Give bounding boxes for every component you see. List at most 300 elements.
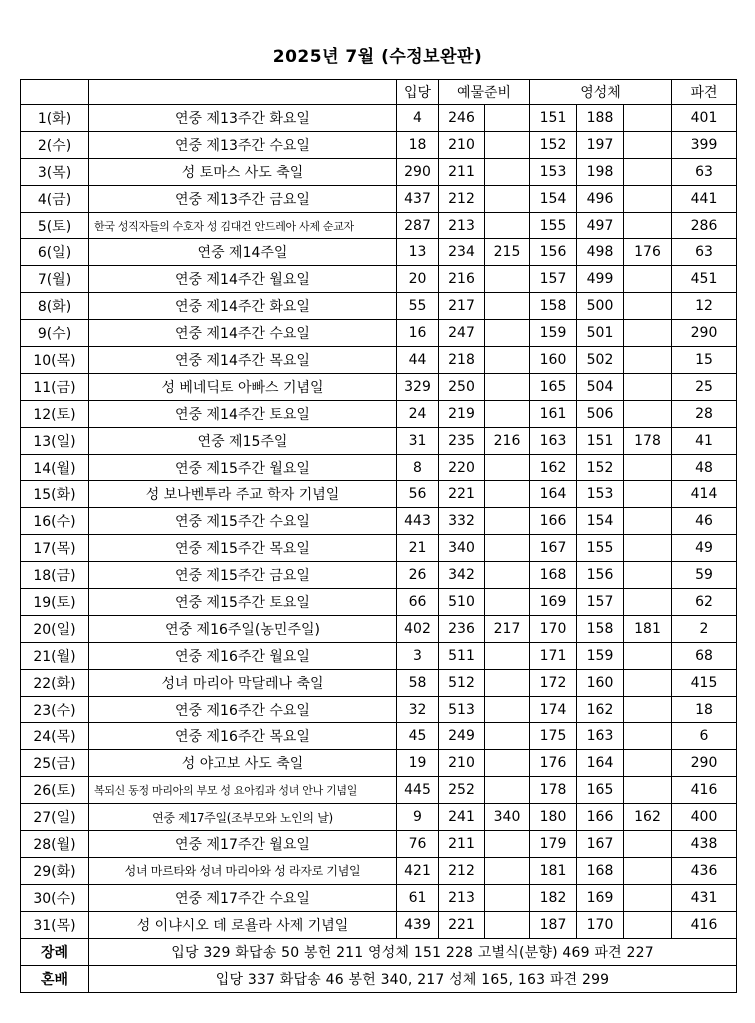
communion-hymn-1: 161 <box>530 400 577 427</box>
day-cell: 6(일) <box>21 239 89 266</box>
communion-hymn-3 <box>624 454 672 481</box>
entrance-hymn: 24 <box>397 400 439 427</box>
day-cell: 31(목) <box>21 911 89 938</box>
entrance-hymn: 26 <box>397 562 439 589</box>
communion-hymn-2: 165 <box>577 777 624 804</box>
communion-hymn-2: 167 <box>577 831 624 858</box>
table-row <box>21 696 737 723</box>
communion-hymn-3 <box>624 831 672 858</box>
communion-hymn-3 <box>624 589 672 616</box>
table-row <box>21 400 737 427</box>
celebration-name: 성 야고보 사도 축일 <box>89 750 397 777</box>
celebration-name: 연중 제17주간 수요일 <box>89 884 397 911</box>
celebration-name: 연중 제16주간 목요일 <box>89 723 397 750</box>
communion-hymn-1: 155 <box>530 212 577 239</box>
entrance-hymn: 45 <box>397 723 439 750</box>
dismissal-hymn: 46 <box>672 508 737 535</box>
header-offertory: 예물준비 <box>439 80 530 105</box>
entrance-hymn: 55 <box>397 293 439 320</box>
offertory-hymn-2 <box>485 481 530 508</box>
celebration-name: 성 베네딕토 아빠스 기념일 <box>89 373 397 400</box>
communion-hymn-1: 170 <box>530 615 577 642</box>
day-cell: 16(수) <box>21 508 89 535</box>
entrance-hymn: 31 <box>397 427 439 454</box>
dismissal-hymn: 416 <box>672 777 737 804</box>
entrance-hymn: 19 <box>397 750 439 777</box>
communion-hymn-1: 156 <box>530 239 577 266</box>
communion-hymn-1: 152 <box>530 131 577 158</box>
communion-hymn-1: 180 <box>530 804 577 831</box>
day-cell: 24(목) <box>21 723 89 750</box>
offertory-hymn-1: 340 <box>439 535 485 562</box>
communion-hymn-2: 154 <box>577 508 624 535</box>
communion-hymn-2: 188 <box>577 105 624 132</box>
offertory-hymn-2: 340 <box>485 804 530 831</box>
entrance-hymn: 56 <box>397 481 439 508</box>
entrance-hymn: 58 <box>397 669 439 696</box>
day-cell: 22(화) <box>21 669 89 696</box>
table-row <box>21 750 737 777</box>
communion-hymn-2: 156 <box>577 562 624 589</box>
table-row <box>21 535 737 562</box>
table-row <box>21 105 737 132</box>
offertory-hymn-2 <box>485 212 530 239</box>
dismissal-hymn: 63 <box>672 239 737 266</box>
entrance-hymn: 76 <box>397 831 439 858</box>
offertory-hymn-2 <box>485 535 530 562</box>
dismissal-hymn: 290 <box>672 750 737 777</box>
page-title: 2025년 7월 (수정보완판) <box>272 47 483 67</box>
offertory-hymn-2: 215 <box>485 239 530 266</box>
communion-hymn-3 <box>624 293 672 320</box>
offertory-hymn-1: 234 <box>439 239 485 266</box>
offertory-hymn-2 <box>485 293 530 320</box>
day-cell: 25(금) <box>21 750 89 777</box>
offertory-hymn-1: 247 <box>439 320 485 347</box>
communion-hymn-1: 181 <box>530 857 577 884</box>
communion-hymn-3 <box>624 642 672 669</box>
entrance-hymn: 32 <box>397 696 439 723</box>
dismissal-hymn: 68 <box>672 642 737 669</box>
communion-hymn-2: 162 <box>577 696 624 723</box>
dismissal-hymn: 28 <box>672 400 737 427</box>
dismissal-hymn: 15 <box>672 347 737 374</box>
communion-hymn-1: 174 <box>530 696 577 723</box>
communion-hymn-1: 167 <box>530 535 577 562</box>
dismissal-hymn: 2 <box>672 615 737 642</box>
dismissal-hymn: 400 <box>672 804 737 831</box>
communion-hymn-2: 159 <box>577 642 624 669</box>
communion-hymn-3 <box>624 158 672 185</box>
hymn-schedule-table <box>20 79 737 993</box>
header-row <box>21 80 737 105</box>
celebration-name: 성 이냐시오 데 로욜라 사제 기념일 <box>89 911 397 938</box>
entrance-hymn: 402 <box>397 615 439 642</box>
communion-hymn-3 <box>624 212 672 239</box>
header-day <box>21 80 89 105</box>
day-cell: 9(수) <box>21 320 89 347</box>
day-cell: 7(월) <box>21 266 89 293</box>
table-row <box>21 589 737 616</box>
dismissal-hymn: 62 <box>672 589 737 616</box>
communion-hymn-3 <box>624 669 672 696</box>
day-cell: 10(목) <box>21 347 89 374</box>
offertory-hymn-1: 210 <box>439 750 485 777</box>
offertory-hymn-2 <box>485 185 530 212</box>
table-body <box>21 105 737 939</box>
entrance-hymn: 44 <box>397 347 439 374</box>
funeral-hymns: 입당 329 화답송 50 봉헌 211 영성체 151 228 고별식(분향) 469 파견 227 <box>89 938 737 965</box>
table-row <box>21 669 737 696</box>
day-cell: 28(월) <box>21 831 89 858</box>
communion-hymn-1: 171 <box>530 642 577 669</box>
dismissal-hymn: 290 <box>672 320 737 347</box>
communion-hymn-2: 170 <box>577 911 624 938</box>
communion-hymn-3 <box>624 373 672 400</box>
communion-hymn-3 <box>624 562 672 589</box>
dismissal-hymn: 25 <box>672 373 737 400</box>
celebration-name: 성 토마스 사도 축일 <box>89 158 397 185</box>
offertory-hymn-2 <box>485 508 530 535</box>
table-row <box>21 185 737 212</box>
table-row <box>21 266 737 293</box>
celebration-name: 연중 제13주간 수요일 <box>89 131 397 158</box>
celebration-name: 연중 제15주간 월요일 <box>89 454 397 481</box>
table-row <box>21 481 737 508</box>
communion-hymn-2: 500 <box>577 293 624 320</box>
offertory-hymn-2 <box>485 696 530 723</box>
communion-hymn-3 <box>624 777 672 804</box>
offertory-hymn-1: 246 <box>439 105 485 132</box>
offertory-hymn-1: 236 <box>439 615 485 642</box>
dismissal-hymn: 431 <box>672 884 737 911</box>
table-row <box>21 911 737 938</box>
offertory-hymn-1: 221 <box>439 911 485 938</box>
celebration-name: 연중 제14주간 월요일 <box>89 266 397 293</box>
dismissal-hymn: 59 <box>672 562 737 589</box>
offertory-hymn-1: 512 <box>439 669 485 696</box>
dismissal-hymn: 49 <box>672 535 737 562</box>
offertory-hymn-1: 220 <box>439 454 485 481</box>
offertory-hymn-2 <box>485 400 530 427</box>
day-cell: 2(수) <box>21 131 89 158</box>
communion-hymn-2: 157 <box>577 589 624 616</box>
table-row <box>21 642 737 669</box>
day-cell: 12(토) <box>21 400 89 427</box>
celebration-name: 연중 제16주간 월요일 <box>89 642 397 669</box>
day-cell: 15(화) <box>21 481 89 508</box>
communion-hymn-3: 181 <box>624 615 672 642</box>
communion-hymn-3 <box>624 508 672 535</box>
day-cell: 30(수) <box>21 884 89 911</box>
offertory-hymn-2 <box>485 131 530 158</box>
offertory-hymn-1: 511 <box>439 642 485 669</box>
dismissal-hymn: 436 <box>672 857 737 884</box>
offertory-hymn-1: 219 <box>439 400 485 427</box>
table-row <box>21 320 737 347</box>
communion-hymn-3 <box>624 723 672 750</box>
day-cell: 3(목) <box>21 158 89 185</box>
dismissal-hymn: 401 <box>672 105 737 132</box>
dismissal-hymn: 18 <box>672 696 737 723</box>
entrance-hymn: 4 <box>397 105 439 132</box>
celebration-name: 연중 제14주간 화요일 <box>89 293 397 320</box>
communion-hymn-2: 497 <box>577 212 624 239</box>
day-cell: 14(월) <box>21 454 89 481</box>
communion-hymn-3 <box>624 481 672 508</box>
funeral-label: 장례 <box>21 938 89 965</box>
table-row <box>21 293 737 320</box>
table-row <box>21 158 737 185</box>
table-row <box>21 615 737 642</box>
day-cell: 29(화) <box>21 857 89 884</box>
offertory-hymn-2 <box>485 347 530 374</box>
table-row <box>21 427 737 454</box>
offertory-hymn-1: 211 <box>439 831 485 858</box>
table-row <box>21 239 737 266</box>
communion-hymn-2: 166 <box>577 804 624 831</box>
offertory-hymn-1: 332 <box>439 508 485 535</box>
communion-hymn-3: 178 <box>624 427 672 454</box>
communion-hymn-1: 163 <box>530 427 577 454</box>
offertory-hymn-1: 218 <box>439 347 485 374</box>
communion-hymn-3 <box>624 857 672 884</box>
celebration-name: 성 보나벤투라 주교 학자 기념일 <box>89 481 397 508</box>
offertory-hymn-2 <box>485 266 530 293</box>
celebration-name: 한국 성직자들의 수호자 성 김대건 안드레아 사제 순교자 <box>89 212 397 239</box>
funeral-row <box>21 938 737 965</box>
table-row <box>21 777 737 804</box>
offertory-hymn-2 <box>485 857 530 884</box>
table-row <box>21 454 737 481</box>
table-row <box>21 804 737 831</box>
communion-hymn-2: 506 <box>577 400 624 427</box>
communion-hymn-2: 197 <box>577 131 624 158</box>
offertory-hymn-2 <box>485 320 530 347</box>
table-row <box>21 884 737 911</box>
entrance-hymn: 9 <box>397 804 439 831</box>
entrance-hymn: 439 <box>397 911 439 938</box>
communion-hymn-1: 166 <box>530 508 577 535</box>
communion-hymn-1: 165 <box>530 373 577 400</box>
communion-hymn-2: 153 <box>577 481 624 508</box>
offertory-hymn-2 <box>485 562 530 589</box>
day-cell: 20(일) <box>21 615 89 642</box>
celebration-name: 연중 제13주간 화요일 <box>89 105 397 132</box>
entrance-hymn: 20 <box>397 266 439 293</box>
communion-hymn-2: 158 <box>577 615 624 642</box>
offertory-hymn-1: 241 <box>439 804 485 831</box>
communion-hymn-3 <box>624 911 672 938</box>
communion-hymn-1: 182 <box>530 884 577 911</box>
header-communion: 영성체 <box>530 80 672 105</box>
day-cell: 27(일) <box>21 804 89 831</box>
day-cell: 26(토) <box>21 777 89 804</box>
communion-hymn-1: 175 <box>530 723 577 750</box>
communion-hymn-3 <box>624 185 672 212</box>
dismissal-hymn: 441 <box>672 185 737 212</box>
communion-hymn-2: 152 <box>577 454 624 481</box>
header-name <box>89 80 397 105</box>
celebration-name: 연중 제15주간 목요일 <box>89 535 397 562</box>
table-row <box>21 131 737 158</box>
communion-hymn-2: 502 <box>577 347 624 374</box>
communion-hymn-2: 164 <box>577 750 624 777</box>
entrance-hymn: 3 <box>397 642 439 669</box>
celebration-name: 성녀 마리아 막달레나 축일 <box>89 669 397 696</box>
entrance-hymn: 21 <box>397 535 439 562</box>
offertory-hymn-2 <box>485 589 530 616</box>
wedding-row <box>21 965 737 992</box>
day-cell: 17(목) <box>21 535 89 562</box>
offertory-hymn-2 <box>485 373 530 400</box>
communion-hymn-1: 179 <box>530 831 577 858</box>
entrance-hymn: 61 <box>397 884 439 911</box>
communion-hymn-1: 153 <box>530 158 577 185</box>
communion-hymn-1: 160 <box>530 347 577 374</box>
dismissal-hymn: 414 <box>672 481 737 508</box>
day-cell: 8(화) <box>21 293 89 320</box>
communion-hymn-3 <box>624 884 672 911</box>
communion-hymn-2: 498 <box>577 239 624 266</box>
communion-hymn-1: 162 <box>530 454 577 481</box>
communion-hymn-1: 158 <box>530 293 577 320</box>
header-entrance: 입당 <box>397 80 439 105</box>
communion-hymn-3: 176 <box>624 239 672 266</box>
communion-hymn-2: 163 <box>577 723 624 750</box>
communion-hymn-1: 178 <box>530 777 577 804</box>
offertory-hymn-1: 212 <box>439 857 485 884</box>
entrance-hymn: 290 <box>397 158 439 185</box>
entrance-hymn: 13 <box>397 239 439 266</box>
entrance-hymn: 329 <box>397 373 439 400</box>
day-cell: 18(금) <box>21 562 89 589</box>
entrance-hymn: 18 <box>397 131 439 158</box>
communion-hymn-1: 176 <box>530 750 577 777</box>
celebration-name: 연중 제15주일 <box>89 427 397 454</box>
offertory-hymn-1: 212 <box>439 185 485 212</box>
communion-hymn-1: 151 <box>530 105 577 132</box>
communion-hymn-2: 504 <box>577 373 624 400</box>
celebration-name: 연중 제16주간 수요일 <box>89 696 397 723</box>
offertory-hymn-2 <box>485 105 530 132</box>
offertory-hymn-1: 213 <box>439 212 485 239</box>
offertory-hymn-1: 250 <box>439 373 485 400</box>
offertory-hymn-2 <box>485 669 530 696</box>
communion-hymn-1: 157 <box>530 266 577 293</box>
entrance-hymn: 66 <box>397 589 439 616</box>
celebration-name: 연중 제15주간 수요일 <box>89 508 397 535</box>
communion-hymn-2: 499 <box>577 266 624 293</box>
offertory-hymn-2: 216 <box>485 427 530 454</box>
communion-hymn-1: 187 <box>530 911 577 938</box>
entrance-hymn: 445 <box>397 777 439 804</box>
table-row <box>21 562 737 589</box>
day-cell: 5(토) <box>21 212 89 239</box>
dismissal-hymn: 48 <box>672 454 737 481</box>
celebration-name: 연중 제17주간 월요일 <box>89 831 397 858</box>
entrance-hymn: 443 <box>397 508 439 535</box>
entrance-hymn: 16 <box>397 320 439 347</box>
offertory-hymn-1: 235 <box>439 427 485 454</box>
offertory-hymn-2 <box>485 777 530 804</box>
communion-hymn-1: 164 <box>530 481 577 508</box>
celebration-name: 연중 제17주일(조부모와 노인의 날) <box>89 804 397 831</box>
celebration-name: 연중 제15주간 토요일 <box>89 589 397 616</box>
communion-hymn-2: 155 <box>577 535 624 562</box>
table-row <box>21 723 737 750</box>
wedding-hymns: 입당 337 화답송 46 봉헌 340, 217 성체 165, 163 파견 299 <box>89 965 737 992</box>
communion-hymn-3 <box>624 266 672 293</box>
offertory-hymn-1: 221 <box>439 481 485 508</box>
celebration-name: 연중 제14주간 수요일 <box>89 320 397 347</box>
dismissal-hymn: 415 <box>672 669 737 696</box>
communion-hymn-2: 168 <box>577 857 624 884</box>
communion-hymn-3 <box>624 320 672 347</box>
offertory-hymn-1: 216 <box>439 266 485 293</box>
day-cell: 21(월) <box>21 642 89 669</box>
communion-hymn-2: 496 <box>577 185 624 212</box>
dismissal-hymn: 41 <box>672 427 737 454</box>
dismissal-hymn: 438 <box>672 831 737 858</box>
table-row <box>21 508 737 535</box>
offertory-hymn-1: 217 <box>439 293 485 320</box>
dismissal-hymn: 399 <box>672 131 737 158</box>
offertory-hymn-1: 249 <box>439 723 485 750</box>
communion-hymn-3: 162 <box>624 804 672 831</box>
offertory-hymn-1: 210 <box>439 131 485 158</box>
communion-hymn-2: 160 <box>577 669 624 696</box>
communion-hymn-3 <box>624 347 672 374</box>
offertory-hymn-1: 211 <box>439 158 485 185</box>
offertory-hymn-2 <box>485 750 530 777</box>
communion-hymn-3 <box>624 696 672 723</box>
celebration-name: 연중 제14주일 <box>89 239 397 266</box>
communion-hymn-2: 501 <box>577 320 624 347</box>
communion-hymn-1: 172 <box>530 669 577 696</box>
communion-hymn-2: 169 <box>577 884 624 911</box>
offertory-hymn-2 <box>485 884 530 911</box>
offertory-hymn-1: 252 <box>439 777 485 804</box>
entrance-hymn: 8 <box>397 454 439 481</box>
table-row <box>21 373 737 400</box>
communion-hymn-3 <box>624 750 672 777</box>
celebration-name: 성녀 마르타와 성녀 마리아와 성 라자로 기념일 <box>89 857 397 884</box>
wedding-label: 혼배 <box>21 965 89 992</box>
dismissal-hymn: 416 <box>672 911 737 938</box>
offertory-hymn-2 <box>485 158 530 185</box>
dismissal-hymn: 6 <box>672 723 737 750</box>
communion-hymn-1: 168 <box>530 562 577 589</box>
offertory-hymn-2 <box>485 642 530 669</box>
communion-hymn-1: 169 <box>530 589 577 616</box>
communion-hymn-3 <box>624 131 672 158</box>
offertory-hymn-1: 213 <box>439 884 485 911</box>
offertory-hymn-1: 342 <box>439 562 485 589</box>
celebration-name: 연중 제13주간 금요일 <box>89 185 397 212</box>
day-cell: 1(화) <box>21 105 89 132</box>
offertory-hymn-2 <box>485 454 530 481</box>
table-row <box>21 857 737 884</box>
offertory-hymn-2: 217 <box>485 615 530 642</box>
header-dismissal: 파견 <box>672 80 737 105</box>
offertory-hymn-2 <box>485 723 530 750</box>
celebration-name: 연중 제15주간 금요일 <box>89 562 397 589</box>
table-row <box>21 212 737 239</box>
celebration-name: 연중 제16주일(농민주일) <box>89 615 397 642</box>
communion-hymn-2: 198 <box>577 158 624 185</box>
offertory-hymn-2 <box>485 911 530 938</box>
